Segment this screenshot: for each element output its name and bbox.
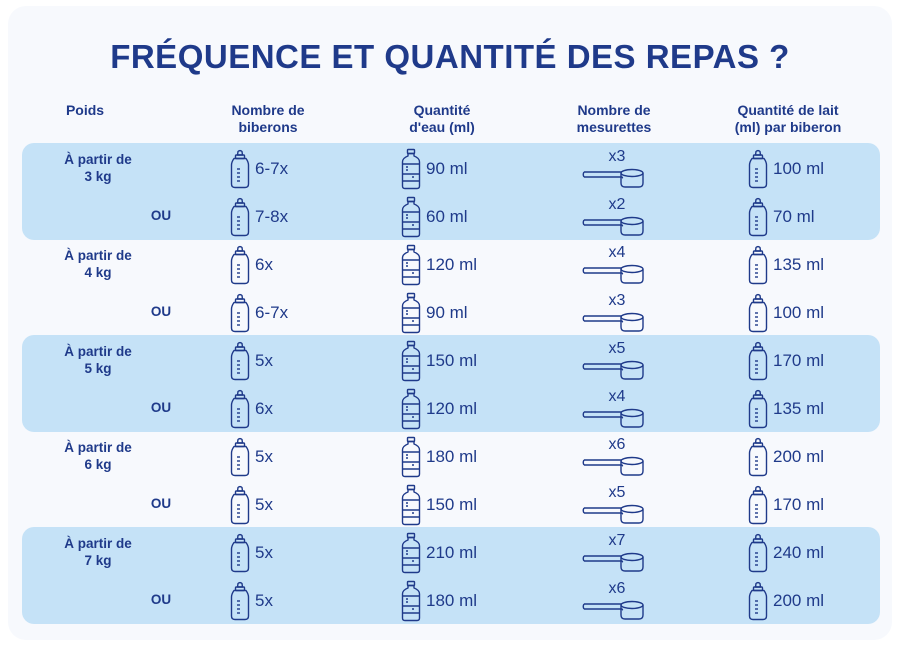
mesurettes-cell-value: x5	[608, 484, 626, 501]
weight-label-line: 4 kg	[84, 265, 112, 280]
biberons-cell-value: 5x	[255, 351, 273, 370]
or-label: OU	[150, 592, 172, 607]
table-row	[0, 577, 900, 625]
table-row	[0, 145, 900, 193]
baby-bottle-icon	[747, 437, 769, 477]
biberons-cell	[229, 385, 273, 433]
biberons-cell-value: 5x	[255, 495, 273, 514]
baby-bottle-icon	[747, 389, 769, 429]
header-mesurettes-line2: mesurettes	[576, 119, 652, 135]
lait-cell	[747, 529, 824, 577]
biberons-cell	[229, 433, 273, 481]
biberons-cell-value: 7-8x	[255, 207, 289, 226]
mesurettes-cell-value: x5	[608, 340, 626, 357]
header-biberons-line1: Nombre de	[231, 102, 305, 118]
eau-cell-value: 180 ml	[426, 447, 478, 466]
baby-bottle-icon	[229, 293, 251, 333]
eau-cell-value: 150 ml	[426, 495, 478, 514]
eau-cell-value: 90 ml	[426, 303, 468, 322]
biberons-cell	[229, 529, 273, 577]
baby-bottle-icon	[747, 533, 769, 573]
lait-cell	[747, 241, 824, 289]
mesurettes-cell	[582, 241, 646, 289]
header-eau	[372, 102, 512, 136]
weight-label	[38, 535, 158, 569]
eau-cell	[400, 337, 477, 385]
water-bottle-icon	[400, 148, 422, 190]
or-label: OU	[150, 496, 172, 511]
eau-cell-value: 90 ml	[426, 159, 468, 178]
lait-cell-value: 135 ml	[773, 399, 825, 418]
lait-cell-value: 170 ml	[773, 351, 825, 370]
header-eau-line1: Quantité	[413, 102, 471, 118]
water-bottle-icon	[400, 436, 422, 478]
or-label: OU	[150, 208, 172, 223]
biberons-cell	[229, 289, 288, 337]
header-eau-line2: d'eau (ml)	[409, 119, 475, 135]
header-biberons	[198, 102, 338, 136]
eau-cell	[400, 385, 477, 433]
lait-cell-value: 170 ml	[773, 495, 825, 514]
weight-label	[38, 343, 158, 377]
mesurettes-cell-value: x6	[608, 580, 626, 597]
lait-cell	[747, 385, 824, 433]
mesurettes-cell	[582, 529, 646, 577]
lait-cell-value: 200 ml	[773, 447, 825, 466]
weight-label-line: À partir de	[64, 440, 132, 455]
mesurettes-cell-value: x3	[608, 292, 626, 309]
mesurettes-cell	[582, 145, 646, 193]
weight-label	[38, 151, 158, 185]
mesurettes-cell-value: x6	[608, 436, 626, 453]
weight-label-line: À partir de	[64, 536, 132, 551]
header-biberons-line2: biberons	[238, 119, 298, 135]
weight-label-line: À partir de	[64, 248, 132, 263]
weight-label	[38, 247, 158, 281]
lait-cell	[747, 433, 824, 481]
baby-bottle-icon	[747, 197, 769, 237]
eau-cell	[400, 433, 477, 481]
baby-bottle-icon	[747, 149, 769, 189]
eau-cell-value: 150 ml	[426, 351, 478, 370]
baby-bottle-icon	[229, 437, 251, 477]
mesurettes-cell	[582, 385, 646, 433]
table-row	[0, 337, 900, 385]
mesurettes-cell-value: x4	[608, 388, 626, 405]
weight-label-line: 5 kg	[84, 361, 112, 376]
baby-bottle-icon	[747, 245, 769, 285]
table-row	[0, 481, 900, 529]
eau-cell	[400, 145, 468, 193]
lait-cell	[747, 145, 824, 193]
biberons-cell	[229, 481, 273, 529]
water-bottle-icon	[400, 532, 422, 574]
biberons-cell	[229, 145, 288, 193]
eau-cell-value: 120 ml	[426, 255, 478, 274]
header-poids: Poids	[65, 102, 105, 118]
lait-cell	[747, 481, 824, 529]
mesurettes-cell	[582, 289, 646, 337]
eau-cell-value: 60 ml	[426, 207, 468, 226]
water-bottle-icon	[400, 196, 422, 238]
header-mesurettes	[544, 102, 684, 136]
lait-cell	[747, 289, 824, 337]
weight-label-line: 3 kg	[84, 169, 112, 184]
lait-cell-value: 100 ml	[773, 159, 825, 178]
lait-cell	[747, 337, 824, 385]
biberons-cell-value: 6x	[255, 255, 273, 274]
water-bottle-icon	[400, 580, 422, 622]
mesurettes-cell	[582, 193, 646, 241]
header-lait-line2: (ml) par biberon	[734, 119, 842, 135]
header-mesurettes-line1: Nombre de	[577, 102, 651, 118]
biberons-cell	[229, 577, 273, 625]
eau-cell-value: 120 ml	[426, 399, 478, 418]
lait-cell	[747, 577, 824, 625]
page-title: FRÉQUENCE ET QUANTITÉ DES REPAS ?	[110, 38, 790, 75]
water-bottle-icon	[400, 292, 422, 334]
baby-bottle-icon	[229, 197, 251, 237]
lait-cell	[747, 193, 815, 241]
water-bottle-icon	[400, 388, 422, 430]
mesurettes-cell	[582, 337, 646, 385]
mesurettes-cell	[582, 481, 646, 529]
mesurettes-cell	[582, 577, 646, 625]
weight-label-line: 7 kg	[84, 553, 112, 568]
eau-cell	[400, 577, 477, 625]
table-row	[0, 193, 900, 241]
biberons-cell-value: 6x	[255, 399, 273, 418]
biberons-cell-value: 5x	[255, 447, 273, 466]
lait-cell-value: 70 ml	[773, 207, 815, 226]
table-row	[0, 241, 900, 289]
water-bottle-icon	[400, 244, 422, 286]
header-lait	[708, 102, 868, 136]
header-lait-line1: Quantité de lait	[737, 102, 839, 118]
or-label: OU	[150, 400, 172, 415]
biberons-cell-value: 6-7x	[255, 303, 289, 322]
baby-bottle-icon	[747, 485, 769, 525]
eau-cell	[400, 193, 468, 241]
biberons-cell-value: 5x	[255, 543, 273, 562]
baby-bottle-icon	[747, 341, 769, 381]
biberons-cell	[229, 337, 273, 385]
baby-bottle-icon	[229, 245, 251, 285]
mesurettes-cell-value: x7	[608, 532, 626, 549]
mesurettes-cell	[582, 433, 646, 481]
biberons-cell	[229, 241, 273, 289]
baby-bottle-icon	[229, 581, 251, 621]
weight-label-line: 6 kg	[84, 457, 112, 472]
eau-cell	[400, 481, 477, 529]
lait-cell-value: 200 ml	[773, 591, 825, 610]
eau-cell-value: 210 ml	[426, 543, 478, 562]
baby-bottle-icon	[229, 389, 251, 429]
water-bottle-icon	[400, 340, 422, 382]
biberons-cell-value: 6-7x	[255, 159, 289, 178]
biberons-cell-value: 5x	[255, 591, 273, 610]
table-row	[0, 289, 900, 337]
lait-cell-value: 100 ml	[773, 303, 825, 322]
baby-bottle-icon	[747, 293, 769, 333]
weight-label-line: À partir de	[64, 344, 132, 359]
eau-cell-value: 180 ml	[426, 591, 478, 610]
baby-bottle-icon	[229, 485, 251, 525]
or-label: OU	[150, 304, 172, 319]
baby-bottle-icon	[229, 533, 251, 573]
eau-cell	[400, 289, 468, 337]
eau-cell	[400, 529, 477, 577]
mesurettes-cell-value: x2	[608, 196, 626, 213]
baby-bottle-icon	[229, 341, 251, 381]
biberons-cell	[229, 193, 288, 241]
table-row	[0, 433, 900, 481]
weight-label-line: À partir de	[64, 152, 132, 167]
weight-label	[38, 439, 158, 473]
lait-cell-value: 135 ml	[773, 255, 825, 274]
table-row	[0, 385, 900, 433]
baby-bottle-icon	[747, 581, 769, 621]
water-bottle-icon	[400, 484, 422, 526]
mesurettes-cell-value: x4	[608, 244, 626, 261]
eau-cell	[400, 241, 477, 289]
mesurettes-cell-value: x3	[608, 148, 626, 165]
baby-bottle-icon	[229, 149, 251, 189]
lait-cell-value: 240 ml	[773, 543, 825, 562]
table-row	[0, 529, 900, 577]
